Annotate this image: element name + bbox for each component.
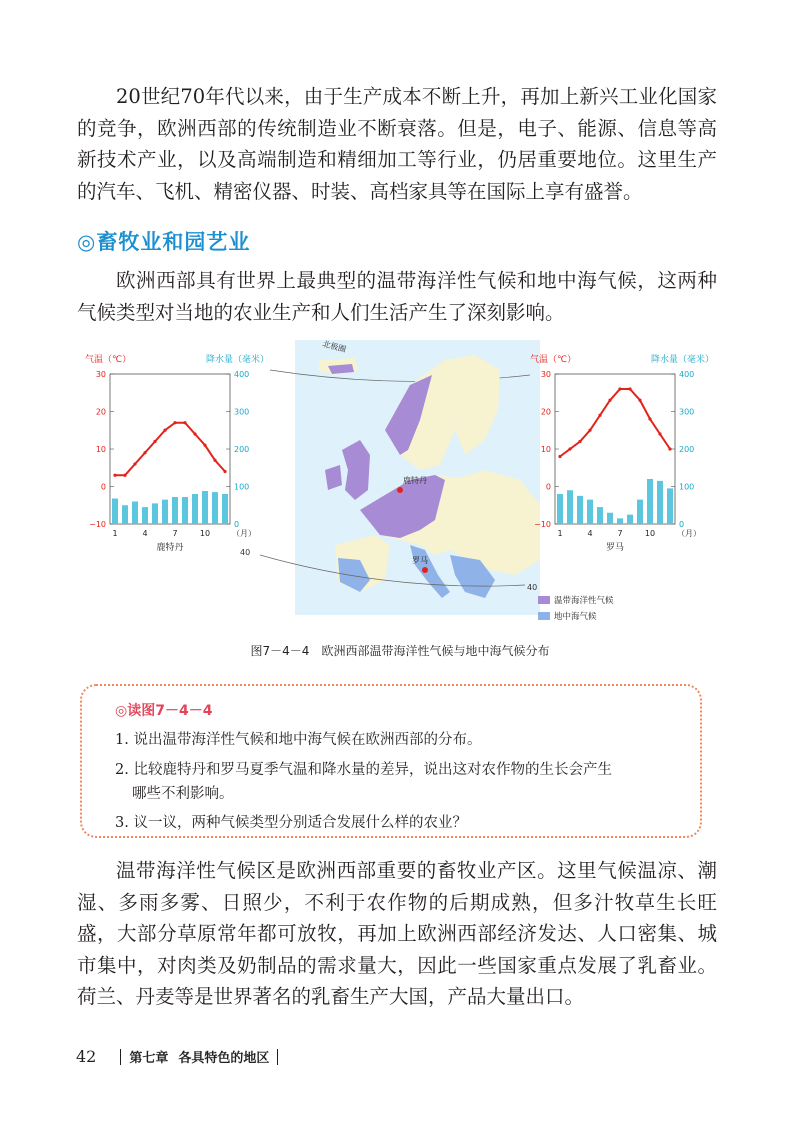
- temperature-point: [568, 447, 571, 450]
- precip-tick-label: 200: [234, 445, 250, 454]
- temperature-point: [658, 432, 661, 435]
- chart-temp-axis-label: 气温（℃）: [530, 355, 577, 365]
- chapter-label: 第七章 各具特色的地区: [129, 1051, 270, 1066]
- chart-precip-axis-label: 降水量（毫米）: [651, 355, 715, 365]
- month-axis-label: （月）: [232, 529, 256, 538]
- climate-chart-rotterdam: [85, 353, 269, 553]
- temperature-line: [560, 389, 670, 457]
- paragraph-industry: 20世纪70年代以来，由于生产成本不断上升，再加上新兴工业化国家的竞争，欧洲西部的传统制造业不断衰落。但是，电子、能源、信息等高新技术产业，以及高端制造和精细加工等行业，仍居重要地位。这里生产的汽车、飞机、精密仪器、时装、高档家具等在国际上享有盛誉。: [77, 85, 717, 203]
- temperature-point: [183, 421, 186, 424]
- question-2: 2. 比较鹿特丹和罗马夏季气温和降水量的差异，说出这对农作物的生长会产生: [115, 762, 612, 778]
- paragraph-dairy: 温带海洋性气候区是欧洲西部重要的畜牧业产区。这里气候温凉、潮湿、多雨多雾、日照少，不利于农作物的后期成熟，但多汁牧草生长旺盛，大部分草原常年都可放牧，再加上欧洲西部经济发达、人口密集、城市集中，对肉类及奶制品的需求量大，因此一些国家重点发展了乳畜业。荷兰、丹麦等是世界著名的乳畜生产大国，产品大量出口。: [77, 859, 717, 1008]
- page-number: 42: [76, 1047, 97, 1066]
- precip-tick-label: 0: [679, 520, 685, 529]
- question-1: 1. 说出温带海洋性气候和地中海气候在欧洲西部的分布。: [115, 732, 482, 748]
- precip-bar: [627, 515, 633, 524]
- temperature-point: [143, 451, 146, 454]
- temp-tick-label: 10: [95, 445, 106, 454]
- temperature-point: [113, 474, 116, 477]
- month-tick-label: 1: [557, 529, 563, 538]
- precip-bar: [657, 481, 663, 524]
- precip-bar: [182, 497, 188, 524]
- precip-bar: [597, 507, 603, 524]
- page-footer: [76, 1047, 286, 1066]
- month-tick-label: 4: [142, 529, 148, 538]
- precip-bar: [202, 491, 208, 524]
- precip-tick-label: 0: [234, 520, 240, 529]
- temperature-point: [598, 414, 601, 417]
- rome-marker: [422, 567, 428, 573]
- month-tick-label: 10: [199, 529, 211, 538]
- chart-temp-axis-label: 气温（℃）: [85, 355, 132, 365]
- precip-tick-label: 100: [679, 482, 695, 492]
- lat-label-right: 40: [527, 583, 538, 592]
- legend-label-oceanic: 温带海洋性气候: [554, 596, 614, 606]
- precip-bar: [647, 479, 653, 524]
- precip-tick-label: 100: [234, 482, 250, 492]
- precip-bar: [192, 494, 198, 524]
- month-tick-label: 7: [172, 529, 178, 538]
- temperature-line: [115, 423, 225, 476]
- precip-bar: [132, 502, 138, 525]
- temperature-point: [608, 399, 611, 402]
- temperature-point: [588, 429, 591, 432]
- temperature-point: [578, 440, 581, 443]
- temperature-point: [203, 444, 206, 447]
- question-2-continued: 哪些不利影响。: [132, 786, 234, 802]
- precip-bar: [667, 488, 673, 524]
- paragraph-climate-intro: 欧洲西部具有世界上最典型的温带海洋性气候和地中海气候，这两种气候类型对当地的农业生产和人们生活产生了深刻影响。: [77, 269, 717, 324]
- read-figure-title: ◎读图7－4－4: [115, 703, 213, 719]
- precip-tick-label: 400: [679, 370, 695, 379]
- rotterdam-label: 鹿特丹: [403, 476, 427, 485]
- chart-precip-axis-label: 降水量（毫米）: [206, 355, 270, 365]
- caption-number: 图7－4－4: [250, 644, 310, 658]
- month-tick-label: 4: [587, 529, 593, 538]
- month-tick-label: 10: [644, 529, 656, 538]
- temperature-point: [558, 455, 561, 458]
- precip-bar: [122, 505, 128, 524]
- temperature-point: [648, 417, 651, 420]
- footer-divider-left: [120, 1049, 121, 1065]
- precip-bar: [212, 492, 218, 524]
- footer-divider-right: [277, 1049, 278, 1065]
- temp-tick-label: 30: [95, 370, 106, 379]
- temp-tick-label: 20: [95, 407, 106, 417]
- question-3: 3. 议一议，两种气候类型分别适合发展什么样的农业？: [115, 815, 467, 831]
- precip-bar: [607, 513, 613, 524]
- lat-label-left: 40: [240, 548, 251, 557]
- chart-title: 罗马: [605, 543, 625, 553]
- temperature-point: [628, 387, 631, 390]
- figure-caption: [0, 642, 800, 659]
- precip-bar: [557, 494, 563, 524]
- temperature-point: [213, 459, 216, 462]
- precip-tick-label: 300: [234, 407, 250, 417]
- temperature-point: [223, 470, 226, 473]
- caption-text: 欧洲西部温带海洋性气候与地中海气候分布: [321, 644, 550, 658]
- temperature-point: [193, 432, 196, 435]
- temperature-point: [133, 462, 136, 465]
- month-tick-label: 1: [112, 529, 118, 538]
- temp-tick-label: 30: [540, 370, 551, 379]
- section-title: ◎畜牧业和园艺业: [77, 230, 251, 254]
- precip-tick-label: 200: [679, 445, 695, 454]
- precip-bar: [577, 496, 583, 524]
- precip-bar: [152, 503, 158, 524]
- precip-bar: [112, 499, 118, 525]
- temp-tick-label: 20: [540, 407, 551, 417]
- precip-bar: [162, 500, 168, 524]
- precip-bar: [567, 490, 573, 524]
- rome-label: 罗马: [412, 556, 428, 565]
- temperature-point: [163, 429, 166, 432]
- precip-bar: [222, 494, 228, 524]
- precip-bar: [172, 497, 178, 524]
- temperature-point: [618, 387, 621, 390]
- chart-title: 鹿特丹: [156, 543, 184, 553]
- temperature-point: [123, 474, 126, 477]
- legend-label-mediterranean: 地中海气候: [554, 612, 597, 622]
- temperature-point: [638, 399, 641, 402]
- temp-tick-label: 0: [545, 482, 551, 492]
- legend-swatch-mediterranean: [538, 612, 550, 620]
- precip-bar: [587, 500, 593, 524]
- temp-tick-label: 10: [540, 445, 551, 454]
- europe-map: [240, 338, 614, 622]
- temp-tick-label: −10: [534, 520, 551, 529]
- month-tick-label: 7: [617, 529, 623, 538]
- temperature-point: [173, 421, 176, 424]
- legend-swatch-oceanic: [538, 596, 550, 604]
- precip-tick-label: 300: [679, 407, 695, 417]
- temp-tick-label: −10: [89, 520, 106, 529]
- climate-figure: [85, 330, 715, 630]
- precip-bar: [637, 500, 643, 524]
- precip-bar: [617, 518, 623, 524]
- rotterdam-marker: [397, 487, 403, 493]
- precip-tick-label: 400: [234, 370, 250, 379]
- arctic-circle-label: 北极圈: [321, 339, 347, 355]
- figure-svg: [85, 330, 715, 630]
- climate-chart-rome: [530, 353, 714, 553]
- read-figure-box: [80, 684, 702, 838]
- month-axis-label: （月）: [677, 529, 701, 538]
- temperature-point: [668, 447, 671, 450]
- precip-bar: [142, 507, 148, 524]
- temp-tick-label: 0: [100, 482, 106, 492]
- temperature-point: [153, 440, 156, 443]
